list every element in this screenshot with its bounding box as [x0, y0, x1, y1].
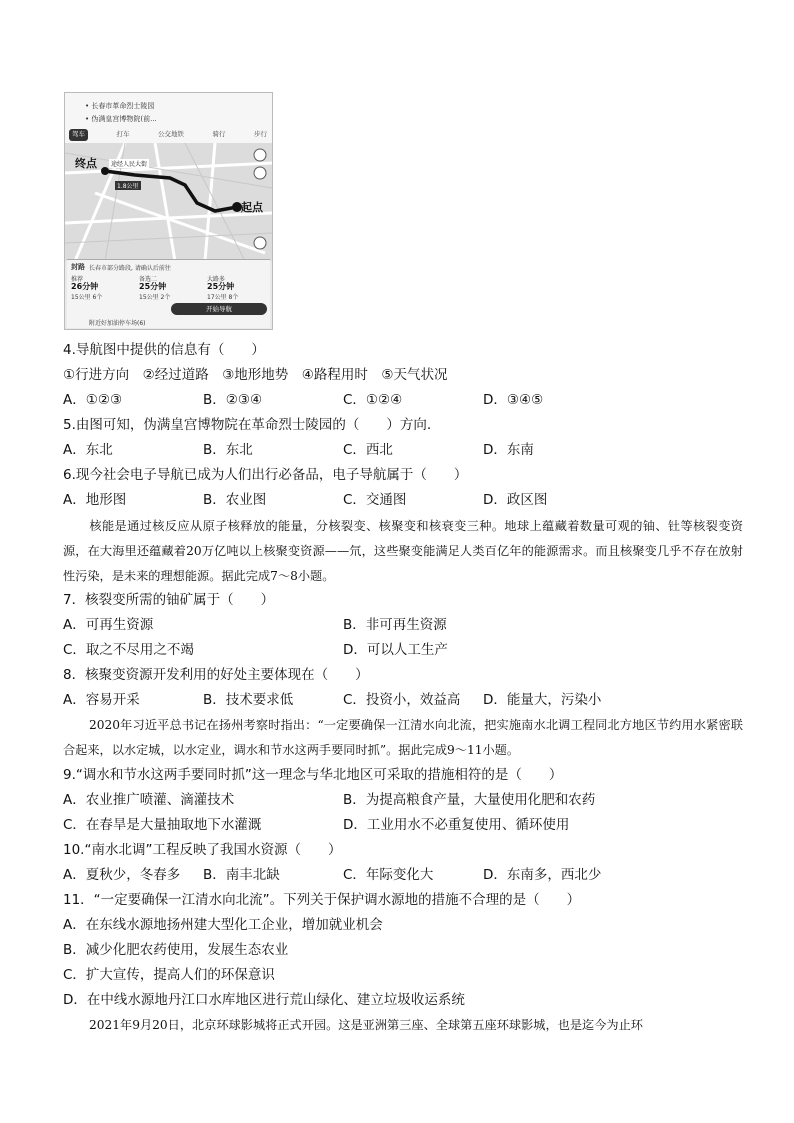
q8-option-a[interactable]: A．容易开采: [63, 692, 140, 708]
route-note: 途经人民大街: [111, 161, 148, 168]
q4-option-b[interactable]: B．②③④: [203, 392, 263, 408]
plan-time[interactable]: 25分钟: [139, 282, 167, 291]
q10-option-c[interactable]: C．年际变化大: [343, 867, 434, 883]
passage-universal-studios-text: 2021年9月20日，北京环球影城将正式开园。这是亚洲第三座、全球第五座环球影城，也是迄今为止环: [89, 1018, 643, 1032]
tab-walk[interactable]: 步行: [254, 130, 267, 138]
plan-name[interactable]: 推荐: [71, 276, 84, 283]
q10-option-b[interactable]: B．南丰北缺: [203, 867, 280, 883]
route-sheet: [67, 259, 270, 328]
q8-option-d[interactable]: D．能量大，污染小: [483, 692, 602, 708]
tab-drive[interactable]: 驾车: [69, 129, 88, 141]
passage-nuclear: [63, 514, 743, 589]
q9-option-c[interactable]: C．在春旱是大量抽取地下水灌溉: [63, 817, 262, 833]
q9-option-a[interactable]: A．农业推广喷灌、滴灌技术: [63, 792, 235, 808]
plan-dist: 15公里 6个: [71, 294, 103, 301]
q7-option-b[interactable]: B．非可再生资源: [343, 617, 447, 633]
q9-option-d[interactable]: D．工业用水不必重复使用、循环使用: [343, 817, 570, 833]
status-title: 封路: [71, 263, 85, 271]
tab-bike[interactable]: 骑行: [212, 130, 226, 138]
q4-note: ①行进方向 ②经过道路 ③地形地势 ④路程用时 ⑤天气状况: [63, 367, 448, 383]
navigation-map-figure: [64, 92, 273, 330]
start-label: 起点: [241, 201, 263, 214]
q5-option-b[interactable]: B．东北: [203, 442, 253, 458]
status-text: 长春市部分路段, 请确认后前往: [89, 265, 171, 272]
route-destination[interactable]: • 伪满皇宫博物院(前...: [85, 115, 157, 123]
q10-stem: 10.“南水北调”工程反映了我国水资源（ ）: [63, 842, 342, 858]
q7-option-a[interactable]: A．可再生资源: [63, 617, 154, 633]
q10-option-a[interactable]: A．夏秋少，冬春多: [63, 867, 181, 883]
passage-water-transfer: [63, 713, 743, 763]
q6-stem: 6.现今社会电子导航已成为人们出行必备品，电子导航属于（ ）: [63, 467, 468, 483]
plan-name[interactable]: 备选二: [139, 276, 158, 283]
q7-stem: 7．核裂变所需的铀矿属于（ ）: [63, 592, 275, 608]
tab-taxi[interactable]: 打车: [116, 130, 130, 138]
q4-option-a[interactable]: A．①②③: [63, 392, 123, 408]
route-origin[interactable]: • 长春市革命烈士陵园: [85, 102, 155, 110]
passage-nuclear-text: 核能是通过核反应从原子核释放的能量，分核裂变、核聚变和核衰变三种。地球上蕴藏着数量可观的铀、钍等核裂变资源，在大海里还蕴藏着20万亿吨以上核聚变资源——氘，这些聚变能满足人类百亿年的能源需求。而且核聚变几乎不存在放射性污染，是未来的理想能源。据此完成7～8小题。: [63, 519, 743, 583]
q7-option-d[interactable]: D．可以人工生产: [343, 642, 448, 658]
q4-stem: 4.导航图中提供的信息有（ ）: [63, 342, 265, 358]
q11-stem: 11．“一定要确保一江清水向北流”。下列关于保护调水源地的措施不合理的是（ ）: [63, 892, 581, 908]
plan-dist: 15公里 2个: [139, 294, 171, 301]
q11-option-a[interactable]: A．在东线水源地扬州建大型化工企业，增加就业机会: [63, 917, 383, 933]
q5-option-a[interactable]: A．东北: [63, 442, 113, 458]
q6-option-c[interactable]: C．交通图: [343, 492, 407, 508]
passage-water-transfer-text: 2020年习近平总书记在扬州考察时指出：“一定要确保一江清水向北流，把实施南水北调工程同北方地区节约用水紧密联合起来，以水定城，以水定业，调水和节水这两手要同时抓”。据此完成9～11小题。: [63, 718, 743, 757]
q5-option-c[interactable]: C．西北: [343, 442, 393, 458]
nearby-text[interactable]: 附近好加油停车场(6): [89, 320, 146, 327]
start-navigation-button[interactable]: 开始导航: [171, 303, 267, 315]
q8-option-c[interactable]: C．投资小，效益高: [343, 692, 461, 708]
passage-universal-studios: [63, 1013, 743, 1038]
q6-option-b[interactable]: B．农业图: [203, 492, 267, 508]
q9-option-b[interactable]: B．为提高粮食产量，大量使用化肥和农药: [343, 792, 596, 808]
q5-option-d[interactable]: D．东南: [483, 442, 534, 458]
q11-option-d[interactable]: D．在中线水源地丹江口水库地区进行荒山绿化、建立垃圾收运系统: [63, 992, 465, 1008]
plan-name[interactable]: 大路多: [207, 276, 226, 283]
q7-option-c[interactable]: C．取之不尽用之不竭: [63, 642, 194, 658]
plan-time[interactable]: 25分钟: [207, 282, 235, 291]
q5-stem: 5.由图可知，伪满皇宫博物院在革命烈士陵园的（ ）方向.: [63, 417, 432, 433]
q8-option-b[interactable]: B．技术要求低: [203, 692, 294, 708]
q9-stem: 9.“调水和节水这两手要同时抓”这一理念与华北地区可采取的措施相符的是（ ）: [63, 767, 563, 783]
q10-option-d[interactable]: D．东南多，西北少: [483, 867, 602, 883]
tab-transit[interactable]: 公交地铁: [158, 130, 184, 138]
plan-time[interactable]: 26分钟: [71, 282, 99, 291]
road-label: 1.8公里: [117, 183, 139, 190]
q6-option-d[interactable]: D．政区图: [483, 492, 548, 508]
q4-option-d[interactable]: D．③④⑤: [483, 392, 544, 408]
q8-stem: 8．核聚变资源开发利用的好处主要体现在（ ）: [63, 667, 369, 683]
transport-tabs: [69, 129, 267, 141]
q6-option-a[interactable]: A．地形图: [63, 492, 127, 508]
q11-option-b[interactable]: B．减少化肥农药使用，发展生态农业: [63, 942, 289, 958]
q4-option-c[interactable]: C．①②④: [343, 392, 403, 408]
plan-dist: 17公里 8个: [207, 294, 239, 301]
q11-option-c[interactable]: C．扩大宣传，提高人们的环保意识: [63, 967, 275, 983]
end-label: 终点: [75, 157, 97, 170]
